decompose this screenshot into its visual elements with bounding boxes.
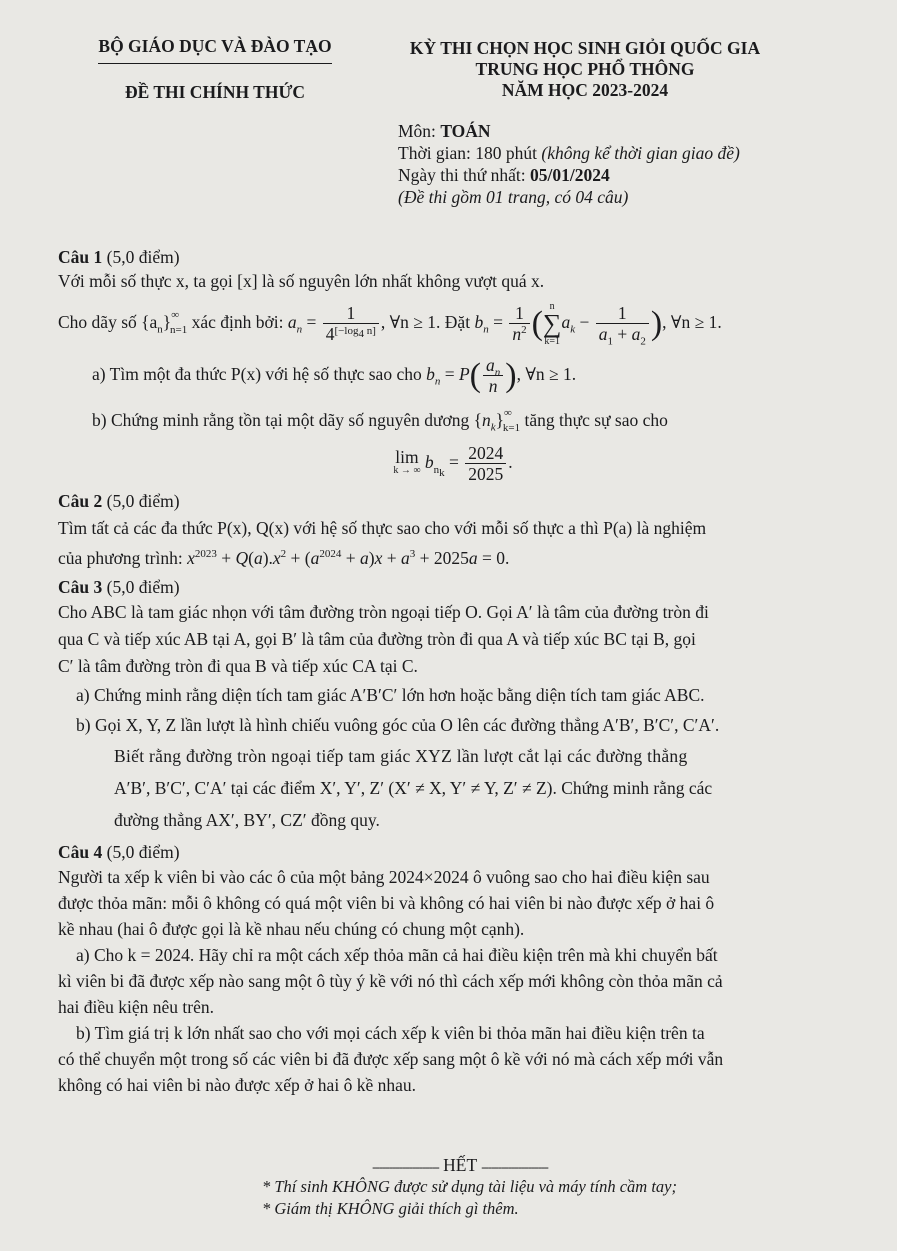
date-line: Ngày thi thứ nhất: 05/01/2024 (398, 165, 610, 185)
question-3-line-3: C′ là tâm đường tròn đi qua B và tiếp xúc CA tại C. (58, 656, 418, 676)
exam-title: KỲ THI CHỌN HỌC SINH GIỎI QUỐC GIA (409, 38, 761, 58)
question-4-part-a-3: hai điều kiện nêu trên. (58, 997, 214, 1017)
footer-note-2: * Giám thị KHÔNG giải thích gì thêm. (262, 1199, 519, 1218)
question-1-title: Câu 1 (5,0 điểm) (58, 247, 180, 267)
question-4-part-b-2: có thể chuyển một trong số các viên bi đã được xếp sang một ô kề với nó mà cách xếp mới vẫn (58, 1049, 724, 1069)
question-3-line-2: qua C và tiếp xúc AB tại A, gọi B′ là tâm của đường tròn đi qua A và tiếp xúc BC tại B, gọi (58, 629, 696, 649)
question-3-title: Câu 3 (5,0 điểm) (58, 577, 180, 597)
question-1-limit: lim k → ∞ $b_{n_k}$ = $\frac{2024}{2025}$ . (393, 443, 513, 485)
exam-year: NĂM HỌC 2023-2024 (501, 80, 669, 100)
question-4-part-a-2: kì viên bi đã được xếp nào sang một ô tùy ý kề với nó thì cách xếp mới không còn thỏa mãn cả (58, 971, 723, 991)
pages-note: (Đề thi gồm 01 trang, có 04 câu) (398, 187, 629, 207)
exam-date: 05/01/2024 (529, 165, 610, 185)
question-4-part-b-3: không có hai viên bi nào được xếp ở hai ô kề nhau. (58, 1075, 416, 1095)
question-1-line-2: Cho dãy số $\{a_n\}^\infty_{n=1}$ xác định bởi: $a_n$ = $\frac{1}{4^{[-log_4 n]}}$ , ∀n ≥ 1. Đặt $b_n$ = $\frac{1}{n^2}$ ( n ∑ k=1 $a_k$ − $\frac{1}{a_1 + a_2}$ ), ∀n ≥ 1. (58, 300, 722, 348)
question-1-part-a: a) Tìm một đa thức P(x) với hệ số thực sao cho $b_n = P$( $\frac{a_n}{n}$ ), ∀n ≥ 1. (92, 355, 577, 397)
question-2-line-1: Tìm tất cả các đa thức P(x), Q(x) với hệ số thực sao cho với mỗi số thực a thì P(a) là nghiệm (58, 518, 707, 538)
question-4-part-b-1: b) Tìm giá trị k lớn nhất sao cho với mọi cách xếp k viên bi thỏa mãn hai điều kiện trên ta (76, 1023, 705, 1043)
question-1-part-b: b) Chứng minh rằng tồn tại một dãy số nguyên dương $\{n_k\}^\infty_{k=1}$ tăng thực sự sao cho (92, 407, 668, 434)
question-3-part-a: a) Chứng minh rằng diện tích tam giác A′B′C′ lớn hơn hoặc bằng diện tích tam giác ABC. (76, 685, 705, 705)
header-right (380, 38, 790, 101)
sequence-a-formula: $\frac{1}{4^{[-log_4 n]}}$ (323, 303, 379, 344)
exam-level: TRUNG HỌC PHỔ THÔNG (475, 59, 695, 79)
footer-note-1: * Thí sinh KHÔNG được sử dụng tài liệu và máy tính cầm tay; (262, 1177, 677, 1196)
time-line: Thời gian: 180 phút (không kể thời gian giao đề) (398, 143, 740, 163)
footer-notes (262, 1176, 677, 1220)
exam-meta (398, 120, 818, 208)
exam-content (58, 243, 858, 1098)
ministry-name: BỘ GIÁO DỤC VÀ ĐÀO TẠO (98, 36, 331, 64)
question-4-part-a-1: a) Cho k = 2024. Hãy chỉ ra một cách xếp thỏa mãn cả hai điều kiện trên mà khi chuyển bất (76, 945, 718, 965)
subject: TOÁN (440, 121, 491, 141)
question-4-line-2: được thỏa mãn: mỗi ô không có quá một viên bi và không có hai viên bi nào được xếp ở hai ô (58, 893, 715, 913)
question-2-line-2: của phương trình: $x^{2023} + Q(a).x^2 + (a^{2024} + a)x + a^3 + 2025a = 0$. (58, 548, 510, 568)
question-4-line-1: Người ta xếp k viên bi vào các ô của một bảng 2024×2024 ô vuông sao cho hai điều kiện sau (58, 867, 710, 887)
question-3-part-b-4: đường thẳng AX′, BY′, CZ′ đồng quy. (114, 810, 380, 830)
subject-line: Môn: TOÁN (398, 121, 491, 141)
end-marker: -------------------- HẾT -------------------- (372, 1155, 548, 1175)
question-4-title: Câu 4 (5,0 điểm) (58, 842, 180, 862)
question-3-line-1: Cho ABC là tam giác nhọn với tâm đường tròn ngoại tiếp O. Gọi A′ là tâm của đường tròn đi (58, 602, 709, 622)
question-4-line-3: kề nhau (hai ô được gọi là kề nhau nếu chúng có chung một cạnh). (58, 919, 525, 939)
question-3-part-b-1: b) Gọi X, Y, Z lần lượt là hình chiếu vuông góc của O lên các đường thẳng A′B′, B′C′, C′A′. (76, 715, 720, 735)
question-2-title: Câu 2 (5,0 điểm) (58, 491, 180, 511)
question-3-part-b-2: Biết rằng đường tròn ngoại tiếp tam giác XYZ lần lượt cắt lại các đường thẳng (114, 746, 688, 766)
header-left (55, 36, 375, 103)
question-3-part-b-3: A′B′, B′C′, C′A′ tại các điểm X′, Y′, Z′ (X′ ≠ X, Y′ ≠ Y, Z′ ≠ Z). Chứng minh rằng các (114, 778, 713, 798)
question-1-line-1: Với mỗi số thực x, ta gọi [x] là số nguyên lớn nhất không vượt quá x. (58, 271, 545, 291)
summation-symbol: n ∑ k=1 (542, 300, 562, 347)
official-label: ĐỀ THI CHÍNH THỨC (124, 82, 306, 102)
